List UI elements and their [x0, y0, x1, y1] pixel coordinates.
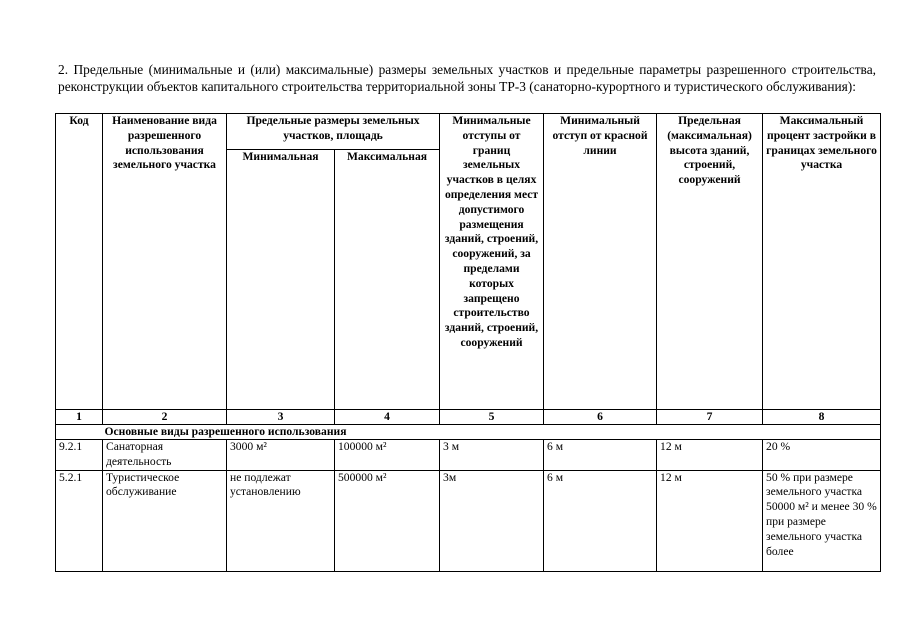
column-number: 3 — [227, 410, 335, 425]
header-height: Предельная (максимальная) высота зданий, строений, сооружений — [657, 114, 763, 410]
row-coverage: 50 % при размере земельного участка 50000 м² и менее 30 % при размере земельного участка более — [763, 470, 881, 571]
header-sizes: Предельные размеры земельных участков, площадь — [227, 114, 440, 150]
row-height: 12 м — [657, 470, 763, 571]
intro-paragraph: 2. Предельные (минимальные и (или) максимальные) размеры земельных участков и предельные параметры разрешенного строительства, реконструкции объектов капитального строительства территориальной зоны ТР-3 (санаторно-курортного и туристического обслуживания): — [58, 62, 876, 94]
row-height: 12 м — [657, 440, 763, 471]
header-red-line: Минимальный отступ от красной линии — [544, 114, 657, 410]
header-max-size: Максимальная — [335, 150, 440, 410]
row-coverage: 20 % — [763, 440, 881, 471]
column-number: 7 — [657, 410, 763, 425]
group-row — [56, 425, 881, 440]
column-number: 5 — [440, 410, 544, 425]
column-numbers-row — [56, 410, 881, 425]
table-row — [56, 440, 881, 471]
row-red-line: 6 м — [544, 470, 657, 571]
row-min-size: 3000 м² — [227, 440, 335, 471]
column-number: 8 — [763, 410, 881, 425]
column-number: 2 — [103, 410, 227, 425]
row-setback: 3 м — [440, 440, 544, 471]
row-max-size: 100000 м² — [335, 440, 440, 471]
header-name: Наименование вида разрешенного использования земельного участка — [103, 114, 227, 410]
row-min-size: не подлежат установлению — [227, 470, 335, 571]
header-coverage: Максимальный процент застройки в границах земельного участка — [763, 114, 881, 410]
row-red-line: 6 м — [544, 440, 657, 471]
parameters-table — [55, 113, 881, 572]
header-min-size: Минимальная — [227, 150, 335, 410]
row-name: Туристическое обслуживание — [103, 470, 227, 571]
row-code: 5.2.1 — [56, 470, 103, 571]
row-name: Санаторная деятельность — [103, 440, 227, 471]
column-number: 6 — [544, 410, 657, 425]
header-code: Код — [56, 114, 103, 410]
group-row-spacer — [56, 425, 103, 440]
table-row — [56, 470, 881, 571]
row-code: 9.2.1 — [56, 440, 103, 471]
column-number: 4 — [335, 410, 440, 425]
column-number: 1 — [56, 410, 103, 425]
header-setbacks: Минимальные отступы от границ земельных участков в целях определения мест допустимого размещения зданий, строений, сооружений, за пределами которых запрещено строительство зданий, строений, сооружений — [440, 114, 544, 410]
row-max-size: 500000 м² — [335, 470, 440, 571]
row-setback: 3м — [440, 470, 544, 571]
group-title: Основные виды разрешенного использования — [103, 425, 881, 440]
